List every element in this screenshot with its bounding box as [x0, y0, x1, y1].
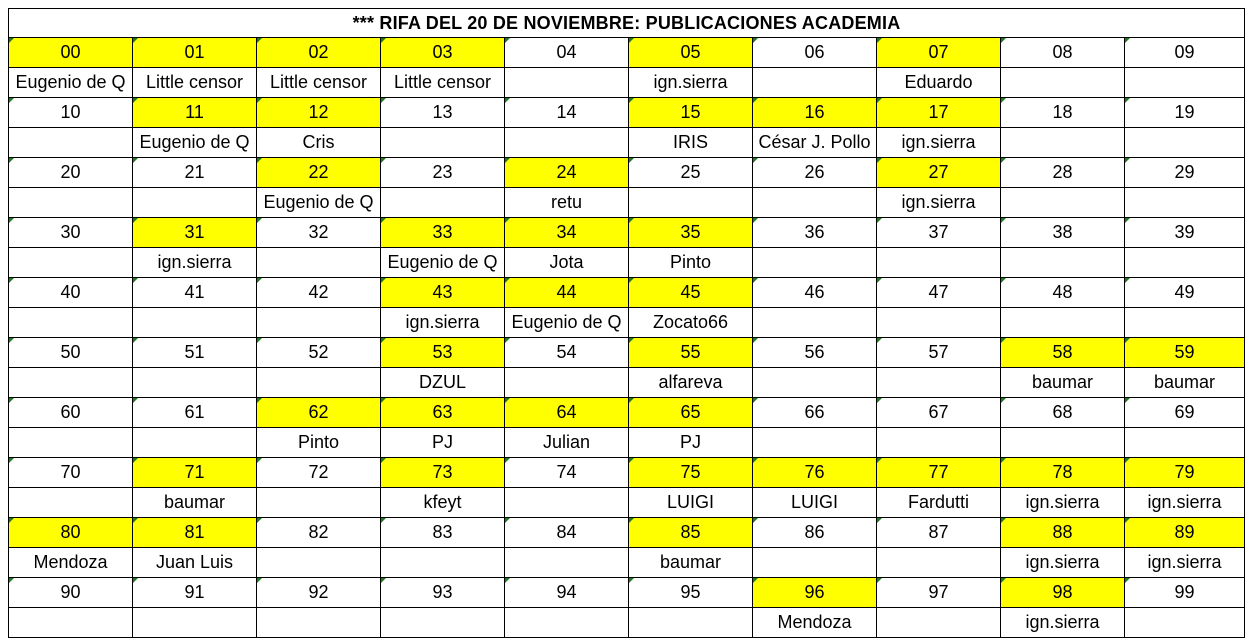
participant-name-cell[interactable]: Eugenio de Q [257, 188, 381, 218]
raffle-number-cell[interactable]: 70 [9, 458, 133, 488]
participant-name-cell[interactable] [877, 368, 1001, 398]
raffle-number-cell[interactable]: 13 [381, 98, 505, 128]
raffle-number-cell[interactable]: 84 [505, 518, 629, 548]
raffle-number-cell[interactable]: 76 [753, 458, 877, 488]
participant-name-cell[interactable] [1001, 188, 1125, 218]
raffle-number-cell[interactable]: 24 [505, 158, 629, 188]
raffle-number-cell[interactable]: 31 [133, 218, 257, 248]
raffle-number-cell[interactable]: 53 [381, 338, 505, 368]
participant-name-cell[interactable]: Pinto [257, 428, 381, 458]
raffle-number-cell[interactable]: 19 [1125, 98, 1245, 128]
name-row [9, 488, 1245, 518]
participant-name-cell[interactable]: IRIS [629, 128, 753, 158]
raffle-number-cell[interactable]: 60 [9, 398, 133, 428]
participant-name-cell[interactable]: Zocato66 [629, 308, 753, 338]
raffle-number-cell[interactable]: 03 [381, 38, 505, 68]
raffle-number-cell[interactable]: 32 [257, 218, 381, 248]
title-row [9, 9, 1245, 38]
raffle-number-cell[interactable]: 40 [9, 278, 133, 308]
participant-name-cell[interactable]: Eugenio de Q [9, 68, 133, 98]
participant-name-cell[interactable] [9, 488, 133, 518]
participant-name-cell[interactable] [1125, 428, 1245, 458]
raffle-number-cell[interactable]: 01 [133, 38, 257, 68]
raffle-number-cell[interactable]: 04 [505, 38, 629, 68]
raffle-number-cell[interactable]: 74 [505, 458, 629, 488]
participant-name-cell[interactable]: retu [505, 188, 629, 218]
raffle-number-cell[interactable]: 35 [629, 218, 753, 248]
name-row [9, 188, 1245, 218]
participant-name-cell[interactable] [877, 548, 1001, 578]
raffle-number-cell[interactable]: 56 [753, 338, 877, 368]
participant-name-cell[interactable] [505, 608, 629, 638]
participant-name-cell[interactable]: LUIGI [753, 488, 877, 518]
number-row [9, 338, 1245, 368]
name-row [9, 308, 1245, 338]
participant-name-cell[interactable] [257, 248, 381, 278]
participant-name-cell[interactable] [753, 548, 877, 578]
participant-name-cell[interactable] [753, 188, 877, 218]
raffle-number-cell[interactable]: 61 [133, 398, 257, 428]
raffle-number-cell[interactable]: 65 [629, 398, 753, 428]
raffle-number-cell[interactable]: 71 [133, 458, 257, 488]
name-row [9, 68, 1245, 98]
raffle-number-cell[interactable]: 45 [629, 278, 753, 308]
raffle-number-cell[interactable]: 69 [1125, 398, 1245, 428]
participant-name-cell[interactable]: ign.sierra [877, 188, 1001, 218]
number-row [9, 98, 1245, 128]
raffle-number-cell[interactable]: 62 [257, 398, 381, 428]
raffle-number-cell[interactable]: 02 [257, 38, 381, 68]
raffle-number-cell[interactable]: 21 [133, 158, 257, 188]
raffle-number-cell[interactable]: 14 [505, 98, 629, 128]
participant-name-cell[interactable]: Little censor [133, 68, 257, 98]
participant-name-cell[interactable]: César J. Pollo [753, 128, 877, 158]
participant-name-cell[interactable]: alfareva [629, 368, 753, 398]
name-row [9, 608, 1245, 638]
participant-name-cell[interactable]: LUIGI [629, 488, 753, 518]
participant-name-cell[interactable] [753, 248, 877, 278]
raffle-number-cell[interactable]: 06 [753, 38, 877, 68]
raffle-number-cell[interactable]: 34 [505, 218, 629, 248]
raffle-number-cell[interactable]: 59 [1125, 338, 1245, 368]
participant-name-cell[interactable] [1125, 128, 1245, 158]
raffle-number-cell[interactable]: 48 [1001, 278, 1125, 308]
participant-name-cell[interactable] [1125, 308, 1245, 338]
participant-name-cell[interactable] [1125, 608, 1245, 638]
raffle-number-cell[interactable]: 42 [257, 278, 381, 308]
participant-name-cell[interactable]: Little censor [257, 68, 381, 98]
raffle-number-cell[interactable]: 46 [753, 278, 877, 308]
number-row [9, 158, 1245, 188]
raffle-number-cell[interactable]: 18 [1001, 98, 1125, 128]
participant-name-cell[interactable]: ign.sierra [1125, 488, 1245, 518]
raffle-number-cell[interactable]: 93 [381, 578, 505, 608]
name-row [9, 368, 1245, 398]
raffle-number-cell[interactable]: 82 [257, 518, 381, 548]
name-row [9, 248, 1245, 278]
participant-name-cell[interactable]: baumar [629, 548, 753, 578]
raffle-number-cell[interactable]: 96 [753, 578, 877, 608]
raffle-number-cell[interactable]: 33 [381, 218, 505, 248]
participant-name-cell[interactable] [505, 548, 629, 578]
raffle-number-cell[interactable]: 43 [381, 278, 505, 308]
participant-name-cell[interactable] [505, 128, 629, 158]
raffle-table [8, 8, 1245, 638]
raffle-number-cell[interactable]: 87 [877, 518, 1001, 548]
raffle-number-cell[interactable]: 81 [133, 518, 257, 548]
participant-name-cell[interactable]: ign.sierra [1001, 488, 1125, 518]
participant-name-cell[interactable] [505, 368, 629, 398]
raffle-number-cell[interactable]: 37 [877, 218, 1001, 248]
raffle-number-cell[interactable]: 92 [257, 578, 381, 608]
raffle-number-cell[interactable]: 75 [629, 458, 753, 488]
participant-name-cell[interactable] [505, 488, 629, 518]
participant-name-cell[interactable] [381, 548, 505, 578]
participant-name-cell[interactable] [9, 308, 133, 338]
participant-name-cell[interactable] [133, 368, 257, 398]
participant-name-cell[interactable] [1001, 308, 1125, 338]
raffle-number-cell[interactable]: 88 [1001, 518, 1125, 548]
participant-name-cell[interactable]: ign.sierra [1125, 548, 1245, 578]
raffle-number-cell[interactable]: 23 [381, 158, 505, 188]
participant-name-cell[interactable] [9, 188, 133, 218]
raffle-number-cell[interactable]: 90 [9, 578, 133, 608]
name-row [9, 128, 1245, 158]
participant-name-cell[interactable] [1125, 248, 1245, 278]
number-row [9, 38, 1245, 68]
participant-name-cell[interactable]: Pinto [629, 248, 753, 278]
participant-name-cell[interactable] [381, 188, 505, 218]
raffle-number-cell[interactable]: 73 [381, 458, 505, 488]
raffle-number-cell[interactable]: 95 [629, 578, 753, 608]
participant-name-cell[interactable] [1001, 68, 1125, 98]
raffle-number-cell[interactable]: 64 [505, 398, 629, 428]
raffle-sheet [8, 8, 1245, 638]
participant-name-cell[interactable] [1001, 428, 1125, 458]
raffle-number-cell[interactable]: 41 [133, 278, 257, 308]
raffle-number-cell[interactable]: 77 [877, 458, 1001, 488]
raffle-number-cell[interactable]: 10 [9, 98, 133, 128]
raffle-number-cell[interactable]: 00 [9, 38, 133, 68]
number-row [9, 518, 1245, 548]
raffle-number-cell[interactable]: 39 [1125, 218, 1245, 248]
participant-name-cell[interactable]: Jota [505, 248, 629, 278]
raffle-number-cell[interactable]: 28 [1001, 158, 1125, 188]
participant-name-cell[interactable] [133, 308, 257, 338]
number-row [9, 398, 1245, 428]
raffle-number-cell[interactable]: 68 [1001, 398, 1125, 428]
raffle-number-cell[interactable]: 97 [877, 578, 1001, 608]
participant-name-cell[interactable]: Eugenio de Q [133, 128, 257, 158]
raffle-number-cell[interactable]: 08 [1001, 38, 1125, 68]
participant-name-cell[interactable] [9, 248, 133, 278]
participant-name-cell[interactable] [9, 608, 133, 638]
participant-name-cell[interactable] [257, 368, 381, 398]
participant-name-cell[interactable] [133, 428, 257, 458]
raffle-number-cell[interactable]: 91 [133, 578, 257, 608]
participant-name-cell[interactable] [629, 188, 753, 218]
participant-name-cell[interactable] [877, 308, 1001, 338]
raffle-number-cell[interactable]: 05 [629, 38, 753, 68]
participant-name-cell[interactable]: PJ [629, 428, 753, 458]
participant-name-cell[interactable]: baumar [1125, 368, 1245, 398]
raffle-number-cell[interactable]: 78 [1001, 458, 1125, 488]
participant-name-cell[interactable]: ign.sierra [381, 308, 505, 338]
participant-name-cell[interactable] [9, 368, 133, 398]
participant-name-cell[interactable]: Mendoza [9, 548, 133, 578]
raffle-number-cell[interactable]: 29 [1125, 158, 1245, 188]
participant-name-cell[interactable] [381, 608, 505, 638]
participant-name-cell[interactable] [1125, 68, 1245, 98]
participant-name-cell[interactable] [1001, 128, 1125, 158]
participant-name-cell[interactable] [877, 428, 1001, 458]
raffle-number-cell[interactable]: 50 [9, 338, 133, 368]
participant-name-cell[interactable] [9, 128, 133, 158]
raffle-number-cell[interactable]: 25 [629, 158, 753, 188]
participant-name-cell[interactable] [257, 548, 381, 578]
participant-name-cell[interactable]: ign.sierra [1001, 548, 1125, 578]
raffle-number-cell[interactable]: 89 [1125, 518, 1245, 548]
raffle-number-cell[interactable]: 38 [1001, 218, 1125, 248]
raffle-number-cell[interactable]: 85 [629, 518, 753, 548]
participant-name-cell[interactable] [753, 308, 877, 338]
participant-name-cell[interactable]: baumar [1001, 368, 1125, 398]
participant-name-cell[interactable]: ign.sierra [877, 128, 1001, 158]
participant-name-cell[interactable]: PJ [381, 428, 505, 458]
number-row [9, 578, 1245, 608]
participant-name-cell[interactable]: Cris [257, 128, 381, 158]
participant-name-cell[interactable] [257, 308, 381, 338]
number-row [9, 458, 1245, 488]
participant-name-cell[interactable] [877, 608, 1001, 638]
participant-name-cell[interactable]: baumar [133, 488, 257, 518]
participant-name-cell[interactable] [753, 68, 877, 98]
raffle-number-cell[interactable]: 57 [877, 338, 1001, 368]
raffle-number-cell[interactable]: 15 [629, 98, 753, 128]
raffle-number-cell[interactable]: 17 [877, 98, 1001, 128]
participant-name-cell[interactable]: Little censor [381, 68, 505, 98]
raffle-number-cell[interactable]: 86 [753, 518, 877, 548]
raffle-number-cell[interactable]: 94 [505, 578, 629, 608]
participant-name-cell[interactable] [133, 608, 257, 638]
raffle-number-cell[interactable]: 63 [381, 398, 505, 428]
raffle-number-cell[interactable]: 49 [1125, 278, 1245, 308]
raffle-number-cell[interactable]: 54 [505, 338, 629, 368]
participant-name-cell[interactable]: ign.sierra [133, 248, 257, 278]
participant-name-cell[interactable]: Juan Luis [133, 548, 257, 578]
raffle-number-cell[interactable]: 98 [1001, 578, 1125, 608]
participant-name-cell[interactable]: Eugenio de Q [381, 248, 505, 278]
participant-name-cell[interactable] [753, 368, 877, 398]
participant-name-cell[interactable] [257, 488, 381, 518]
raffle-number-cell[interactable]: 07 [877, 38, 1001, 68]
participant-name-cell[interactable] [877, 248, 1001, 278]
participant-name-cell[interactable] [1125, 188, 1245, 218]
raffle-number-cell[interactable]: 55 [629, 338, 753, 368]
participant-name-cell[interactable]: Eduardo [877, 68, 1001, 98]
raffle-number-cell[interactable]: 36 [753, 218, 877, 248]
raffle-number-cell[interactable]: 30 [9, 218, 133, 248]
participant-name-cell[interactable]: ign.sierra [629, 68, 753, 98]
raffle-number-cell[interactable]: 22 [257, 158, 381, 188]
name-row [9, 548, 1245, 578]
raffle-number-cell[interactable]: 83 [381, 518, 505, 548]
raffle-number-cell[interactable]: 67 [877, 398, 1001, 428]
raffle-number-cell[interactable]: 58 [1001, 338, 1125, 368]
participant-name-cell[interactable] [133, 188, 257, 218]
name-row [9, 428, 1245, 458]
participant-name-cell[interactable] [505, 68, 629, 98]
raffle-number-cell[interactable]: 72 [257, 458, 381, 488]
raffle-number-cell[interactable]: 26 [753, 158, 877, 188]
raffle-number-cell[interactable]: 47 [877, 278, 1001, 308]
raffle-number-cell[interactable]: 16 [753, 98, 877, 128]
participant-name-cell[interactable] [753, 428, 877, 458]
participant-name-cell[interactable] [1001, 248, 1125, 278]
participant-name-cell[interactable]: kfeyt [381, 488, 505, 518]
participant-name-cell[interactable] [381, 128, 505, 158]
participant-name-cell[interactable] [257, 608, 381, 638]
raffle-number-cell[interactable]: 12 [257, 98, 381, 128]
participant-name-cell[interactable] [629, 608, 753, 638]
participant-name-cell[interactable]: Julian [505, 428, 629, 458]
participant-name-cell[interactable]: Mendoza [753, 608, 877, 638]
raffle-title[interactable]: *** RIFA DEL 20 DE NOVIEMBRE: PUBLICACIONES ACADEMIA [9, 9, 1245, 38]
participant-name-cell[interactable]: ign.sierra [1001, 608, 1125, 638]
participant-name-cell[interactable] [9, 428, 133, 458]
raffle-number-cell[interactable]: 80 [9, 518, 133, 548]
participant-name-cell[interactable]: Fardutti [877, 488, 1001, 518]
participant-name-cell[interactable]: Eugenio de Q [505, 308, 629, 338]
raffle-number-cell[interactable]: 44 [505, 278, 629, 308]
raffle-number-cell[interactable]: 20 [9, 158, 133, 188]
raffle-number-cell[interactable]: 99 [1125, 578, 1245, 608]
number-row [9, 278, 1245, 308]
raffle-number-cell[interactable]: 11 [133, 98, 257, 128]
raffle-number-cell[interactable]: 51 [133, 338, 257, 368]
participant-name-cell[interactable]: DZUL [381, 368, 505, 398]
raffle-number-cell[interactable]: 09 [1125, 38, 1245, 68]
raffle-number-cell[interactable]: 27 [877, 158, 1001, 188]
raffle-number-cell[interactable]: 79 [1125, 458, 1245, 488]
number-row [9, 218, 1245, 248]
raffle-number-cell[interactable]: 66 [753, 398, 877, 428]
raffle-number-cell[interactable]: 52 [257, 338, 381, 368]
